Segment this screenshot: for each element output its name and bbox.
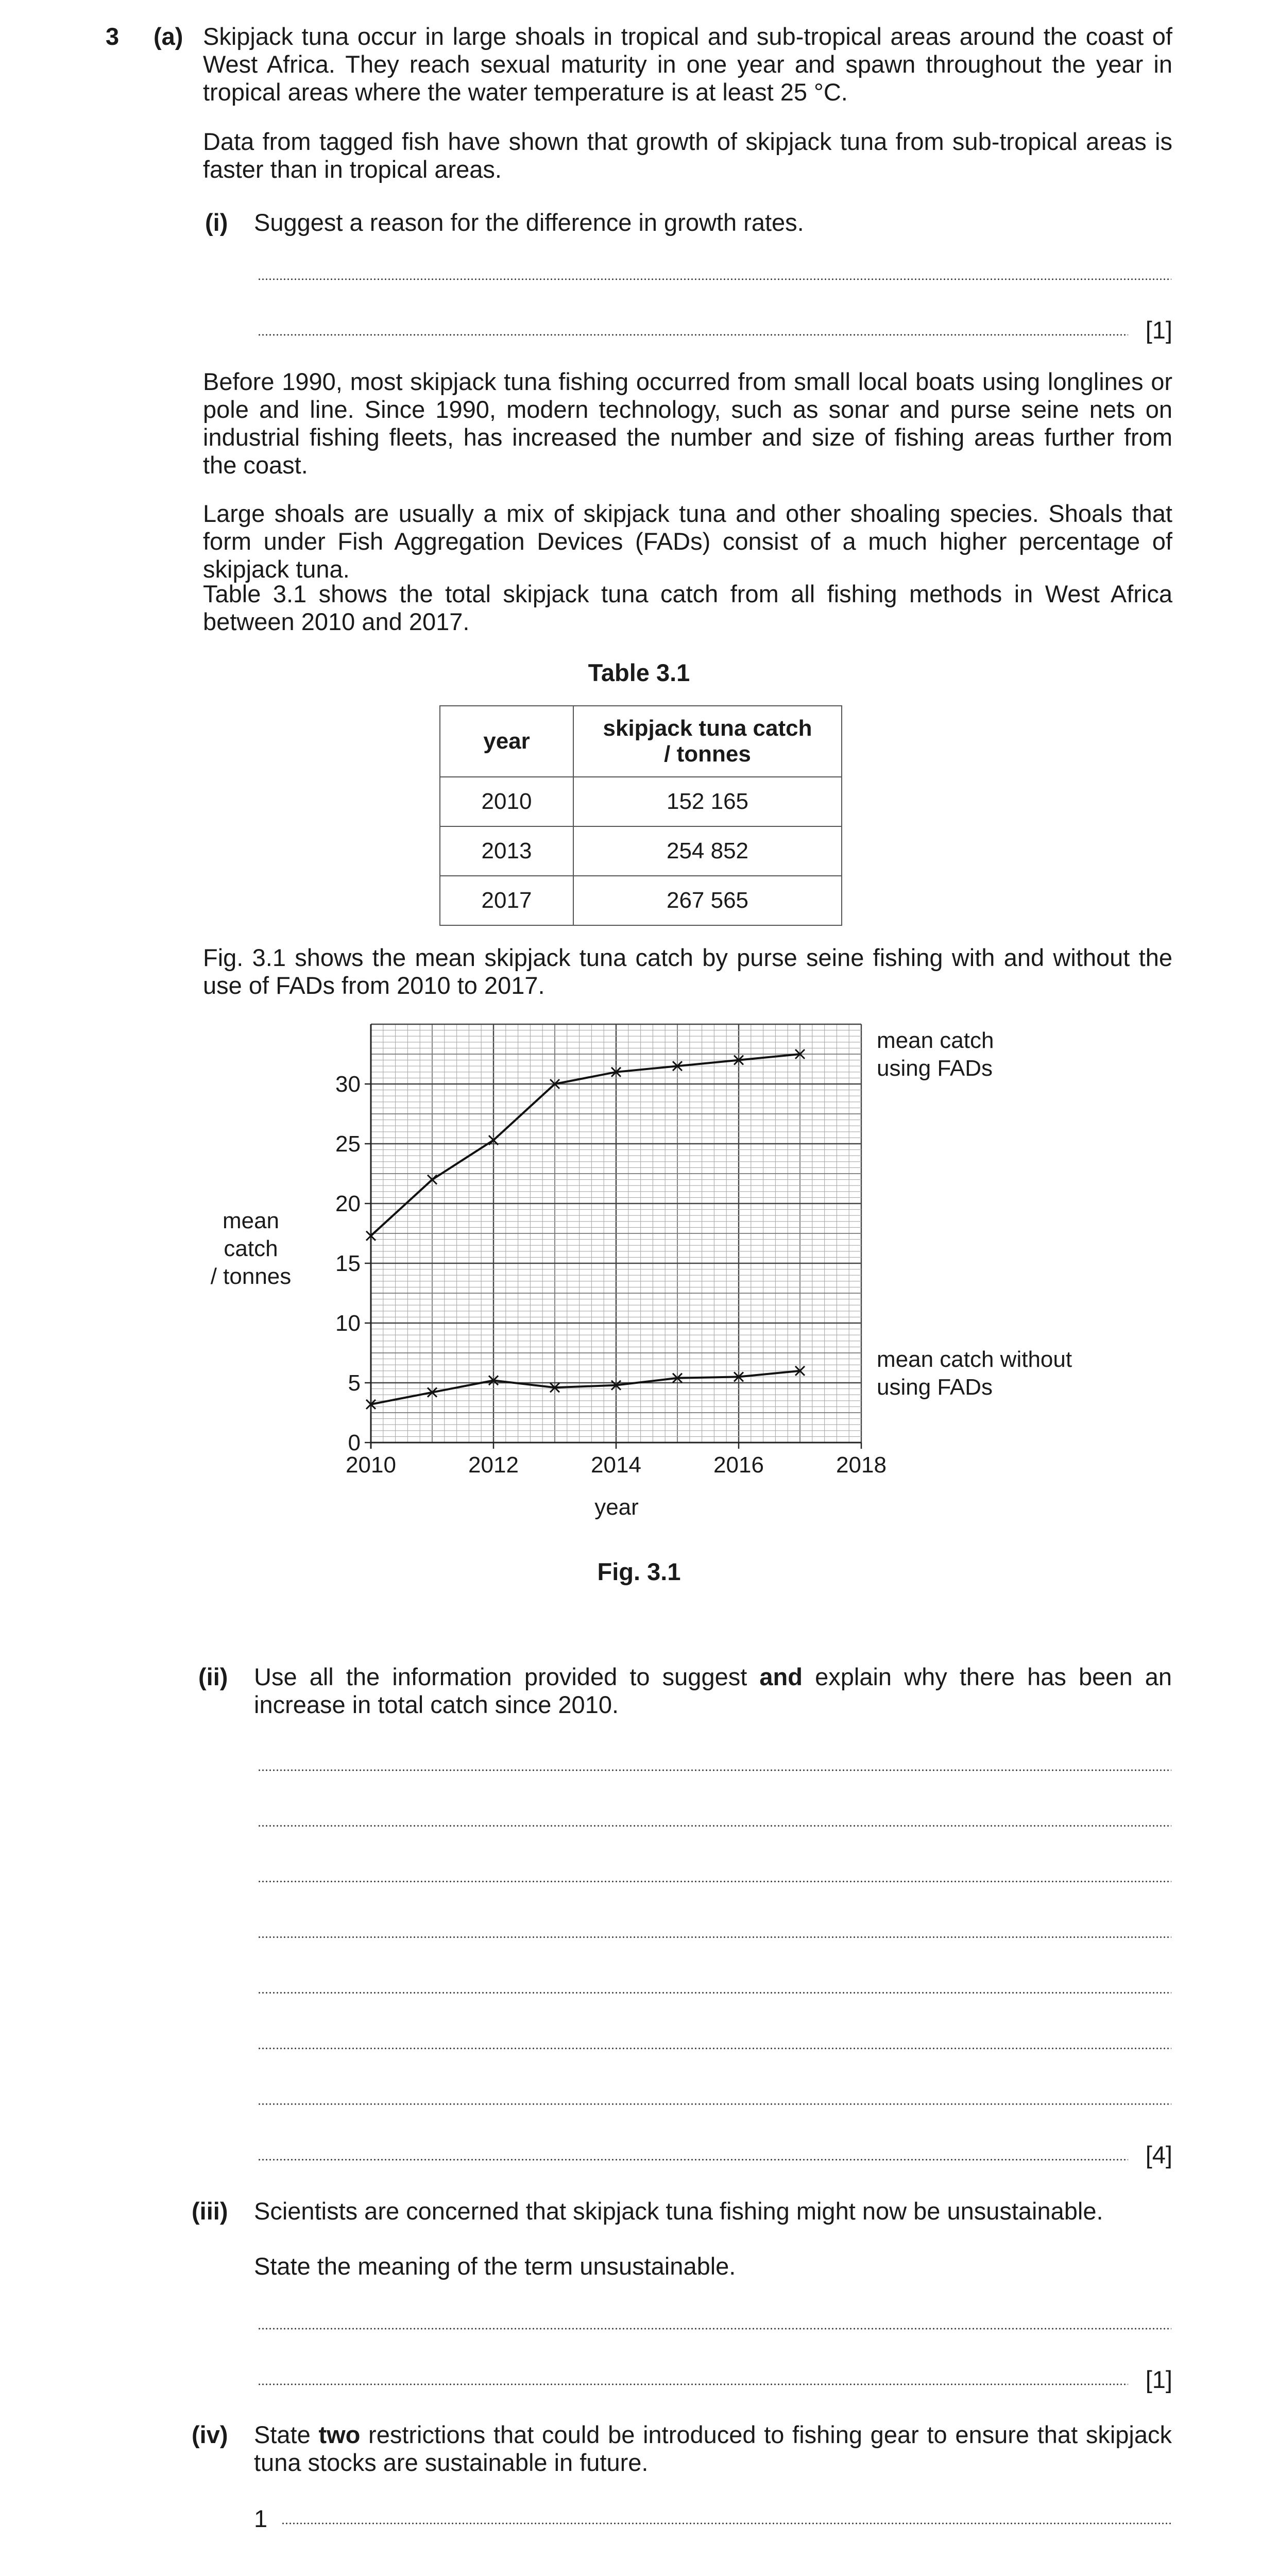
shoals-paragraph: Large shoals are usually a mix of skipjack tuna and other shoaling species. Shoals that form under Fish Aggregation Devices (FADs) consist of a much higher percentage of skipjack tuna. — [203, 500, 1172, 583]
table-header-catch-line1: skipjack tuna catch — [603, 716, 812, 741]
answer-line[interactable] — [281, 2522, 1171, 2524]
table-row — [440, 826, 842, 876]
x-tick-label: 2010 — [346, 1452, 396, 1478]
y-tick-label: 5 — [348, 1370, 361, 1396]
x-axis-title: year — [594, 1495, 639, 1520]
q-iii-instruction: State the meaning of the term unsustainable. — [254, 2252, 736, 2280]
q-i-text: Suggest a reason for the difference in growth rates. — [254, 209, 804, 236]
answer-line[interactable] — [258, 1769, 1171, 1771]
series-label: using FADs — [877, 1374, 993, 1400]
table-cell-year: 2017 — [440, 876, 573, 925]
figure-3-1-chart — [0, 1010, 1278, 1577]
q-i-label: (i) — [205, 209, 228, 236]
series-label: using FADs — [877, 1056, 993, 1081]
table-title: Table 3.1 — [588, 659, 690, 686]
y-tick-label: 20 — [335, 1191, 361, 1216]
table-row — [440, 777, 842, 826]
answer-line[interactable] — [258, 2159, 1128, 2161]
part-a-label: (a) — [154, 23, 183, 50]
answer-line[interactable] — [258, 334, 1128, 336]
table-header-catch-line2: / tonnes — [664, 741, 751, 767]
x-tick-label: 2016 — [713, 1452, 764, 1478]
answer-line[interactable] — [258, 2047, 1171, 2049]
y-axis-title-line: mean — [222, 1208, 280, 1233]
q-iv-label: (iv) — [192, 2421, 228, 2448]
y-tick-label: 10 — [335, 1311, 361, 1336]
table-cell-year: 2010 — [440, 777, 573, 826]
table-header-year: year — [440, 706, 573, 777]
q-ii-label: (ii) — [198, 1663, 228, 1690]
series-label: mean catch — [877, 1028, 994, 1053]
table-cell-catch: 267 565 — [573, 876, 842, 925]
q-iii-text: Scientists are concerned that skipjack tuna fishing might now be unsustainable. — [254, 2197, 1103, 2225]
answer-line[interactable] — [258, 1880, 1171, 1883]
series-line — [371, 1054, 800, 1236]
table-cell-catch: 152 165 — [573, 777, 842, 826]
y-axis-title-line: catch — [224, 1236, 278, 1261]
table-3-1 — [439, 705, 842, 926]
q-ii-text — [254, 1663, 1172, 1719]
figure-intro: Fig. 3.1 shows the mean skipjack tuna catch by purse seine fishing with and without the use of FADs from 2010 to 2017. — [203, 944, 1172, 999]
table-row — [440, 876, 842, 925]
history-paragraph: Before 1990, most skipjack tuna fishing occurred from small local boats using longlines or pole and line. Since 1990, modern technology, such as sonar and purse seine nets on industrial fishing fleets, has increased the number and size of fishing areas further from the coast. — [203, 368, 1172, 479]
series-label: mean catch without — [877, 1346, 1072, 1372]
q-iv-text — [254, 2421, 1172, 2477]
x-tick-label: 2014 — [591, 1452, 641, 1478]
answer-line[interactable] — [258, 278, 1171, 280]
x-tick-label: 2018 — [836, 1452, 887, 1478]
y-axis-title-line: / tonnes — [210, 1264, 292, 1289]
q-iv-text-bold: two — [318, 2421, 361, 2448]
q-ii-text-bold: and — [759, 1663, 803, 1690]
y-tick-label: 25 — [335, 1131, 361, 1157]
answer-line[interactable] — [258, 1825, 1171, 1827]
intro-paragraph: Skipjack tuna occur in large shoals in tropical and sub-tropical areas around the coast of West Africa. They reach sexual maturity in one year and spawn throughout the year in tropical areas where the water temperature is at least 25 °C. — [203, 23, 1172, 106]
y-tick-label: 15 — [335, 1251, 361, 1276]
q-ii-text-after: explain why there has been an increase in total catch since 2010. — [254, 1663, 1172, 1718]
answer-line[interactable] — [258, 2103, 1171, 2105]
table-intro: Table 3.1 shows the total skipjack tuna catch from all fishing methods in West Africa between 2010 and 2017. — [203, 580, 1172, 635]
answer-line[interactable] — [258, 1992, 1171, 1994]
q-ii-text-before: Use all the information provided to suggest — [254, 1663, 760, 1690]
q-iv-item-1: 1 — [254, 2505, 268, 2532]
marks-q-i: [1] — [1145, 316, 1172, 344]
figure-caption: Fig. 3.1 — [597, 1558, 681, 1585]
answer-line[interactable] — [258, 2383, 1128, 2385]
table-cell-catch: 254 852 — [573, 826, 842, 876]
tagged-fish-paragraph: Data from tagged fish have shown that growth of skipjack tuna from sub-tropical areas is faster than in tropical areas. — [203, 128, 1172, 183]
y-tick-label: 30 — [335, 1072, 361, 1097]
question-number: 3 — [106, 23, 120, 50]
x-tick-label: 2012 — [468, 1452, 519, 1478]
series-line — [371, 1371, 800, 1404]
answer-line[interactable] — [258, 2328, 1171, 2330]
answer-line[interactable] — [258, 1936, 1171, 1938]
table-cell-year: 2013 — [440, 826, 573, 876]
table-header-catch — [573, 706, 842, 777]
y-tick-label: 0 — [348, 1430, 361, 1455]
q-iv-text-after: restrictions that could be introduced to fishing gear to ensure that skipjack tuna stocks are sustainable in future. — [254, 2421, 1172, 2476]
marks-q-ii: [4] — [1145, 2141, 1172, 2168]
q-iii-label: (iii) — [192, 2197, 228, 2225]
marks-q-iii: [1] — [1145, 2366, 1172, 2393]
q-iv-text-before: State — [254, 2421, 319, 2448]
